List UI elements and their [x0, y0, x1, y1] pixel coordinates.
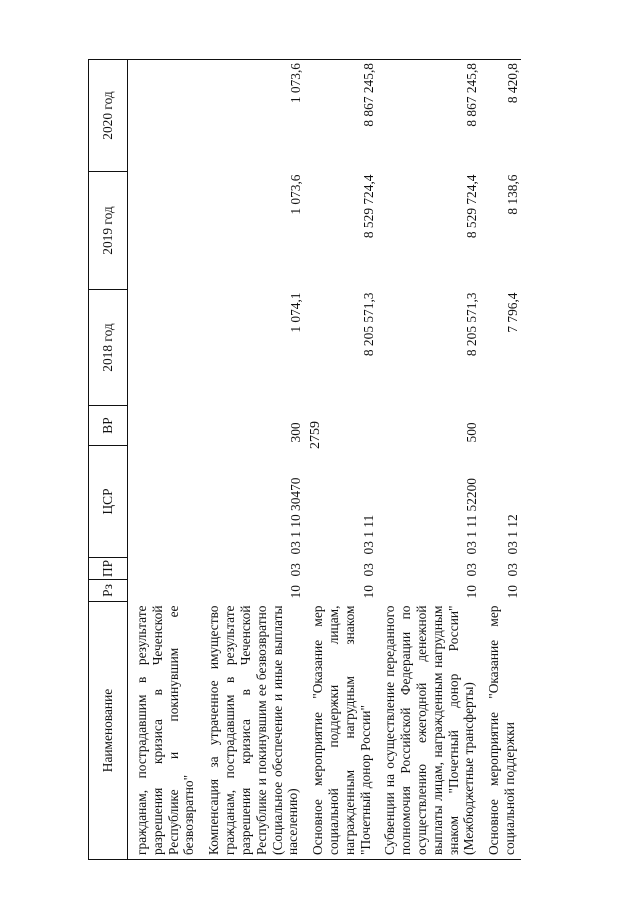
row-csr: 03 1 12	[505, 514, 521, 555]
row-csr: 03 1 11 52200	[464, 478, 480, 555]
row-csr: 03 1 10 30470	[288, 477, 304, 555]
row-2019: 8 138,6	[505, 174, 521, 215]
page-number: 2759	[308, 421, 323, 449]
row-rz: 10	[288, 585, 304, 599]
header-vr: ВР	[89, 406, 128, 446]
row-rz: 10	[464, 585, 480, 599]
table-row	[376, 60, 480, 860]
row-2018	[128, 290, 201, 406]
row-2020: 8 867 245,8	[376, 60, 480, 172]
row-2019: 1 073,6	[288, 174, 304, 215]
row-name: Основное мероприятие "Оказание мер социальной поддержки лицам, награжденным нагрудным знаком "Почетный донор России"	[304, 602, 376, 860]
table-row	[480, 60, 521, 860]
row-pr: 03	[360, 563, 376, 577]
row-vr: 500	[464, 422, 480, 443]
row-2020: 1 073,6	[200, 60, 304, 172]
row-pr: 03	[505, 563, 521, 577]
header-csr: ЦСР	[89, 446, 128, 558]
row-vr	[128, 406, 201, 446]
row-name: гражданам, пострадавшим в результате разрешения кризиса в Чеченской Республике и покинувшим ее безвозвратно"	[128, 602, 201, 860]
row-csr	[128, 446, 201, 558]
header-2020: 2020 год	[89, 60, 128, 172]
header-2019: 2019 год	[89, 172, 128, 290]
row-pr	[128, 558, 201, 580]
row-name: Основное мероприятие "Оказание мер социальной поддержки	[480, 602, 521, 860]
row-csr: 03 1 11	[360, 514, 376, 555]
row-2019: 8 529 724,4	[360, 174, 376, 239]
header-row	[89, 60, 128, 860]
row-2020: 8 867 245,8	[304, 60, 376, 172]
rotated-page	[88, 60, 608, 860]
row-vr	[480, 406, 521, 446]
header-rz: Рз	[89, 580, 128, 602]
row-rz: 10	[505, 585, 521, 599]
row-pr: 03	[288, 563, 304, 577]
table-row	[128, 60, 201, 860]
table-row	[200, 60, 304, 860]
row-name: Субвенции на осуществление переданного полномочия Российской Федерации по осуществлению ежегодной денежной выплаты лицам, награжденным нагрудным знаком "Почетный донор России" (Межбюджетные трансферты)	[376, 602, 480, 860]
header-name: Наименование	[89, 602, 128, 860]
row-2018: 1 074,1	[288, 292, 304, 333]
row-2019: 8 529 724,4	[464, 174, 480, 239]
budget-table	[88, 59, 521, 860]
row-2020	[128, 60, 201, 172]
row-2018: 8 205 571,3	[464, 292, 480, 357]
row-2020: 8 420,8	[480, 60, 521, 172]
row-vr	[304, 406, 376, 446]
header-2018: 2018 год	[89, 290, 128, 406]
table-row	[304, 60, 376, 860]
row-2018: 7 796,4	[505, 292, 521, 333]
row-rz	[128, 580, 201, 602]
row-2018: 8 205 571,3	[360, 292, 376, 357]
row-pr: 03	[464, 563, 480, 577]
row-name: Компенсация за утраченное имущество гражданам, пострадавшим в результате разрешения кризиса в Чеченской Республике и покинувшим ее безвозвратно (Социальное обеспечение и иные выплаты населению)	[200, 602, 304, 860]
row-vr: 300	[288, 422, 304, 443]
row-rz: 10	[360, 585, 376, 599]
header-pr: ПР	[89, 558, 128, 580]
row-2019	[128, 172, 201, 290]
